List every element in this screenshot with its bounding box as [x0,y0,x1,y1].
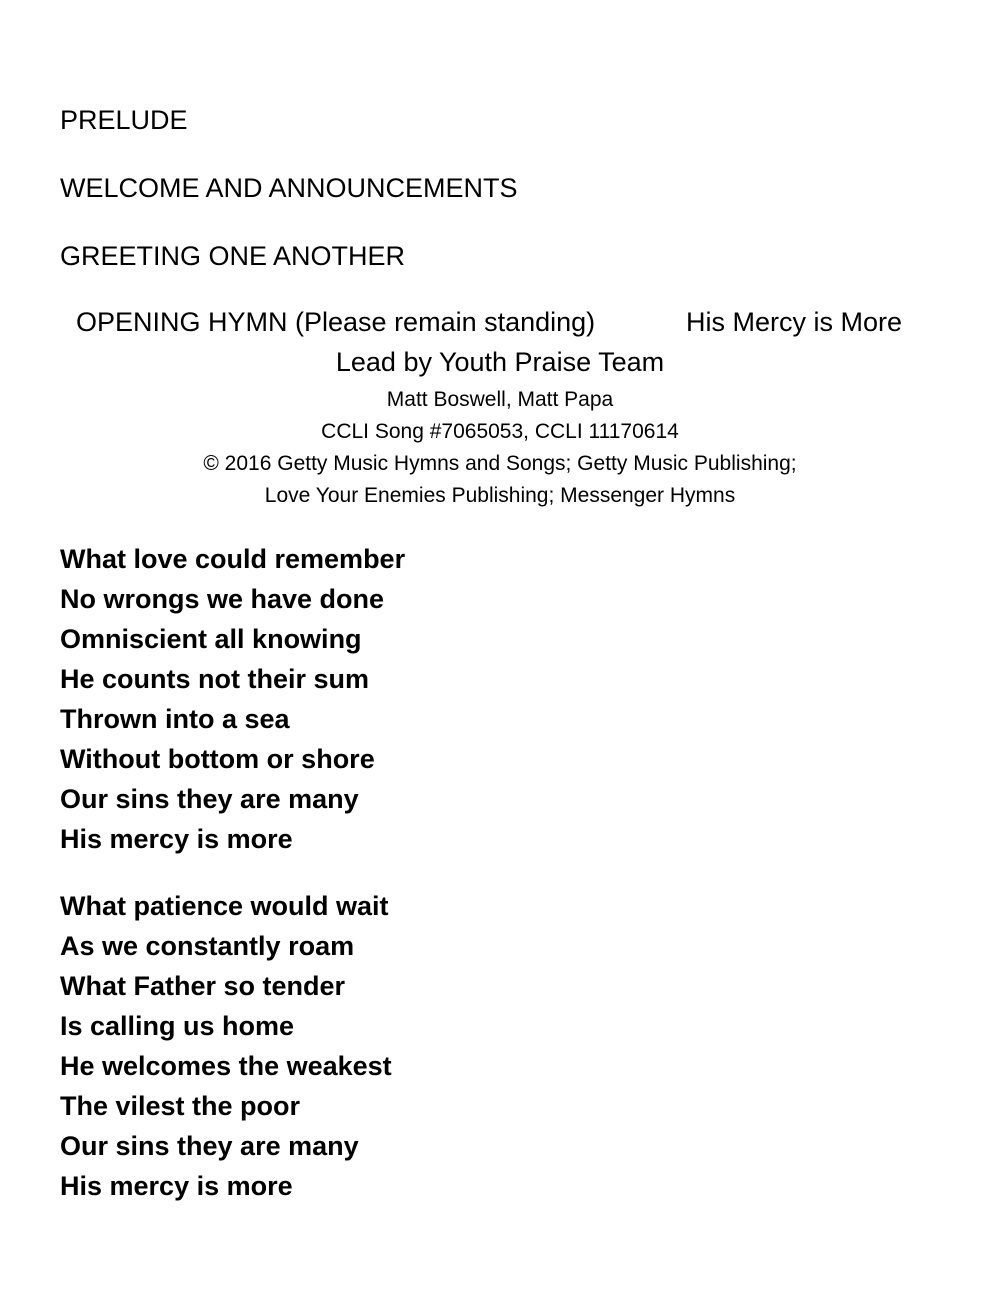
greeting-heading: GREETING ONE ANOTHER [60,241,406,271]
lyric-line: The vilest the poor [60,1091,301,1121]
prelude-heading: PRELUDE [60,105,188,135]
lyric-line: His mercy is more [60,1171,293,1201]
welcome-heading: WELCOME AND ANNOUNCEMENTS [60,173,518,203]
credit-line: © 2016 Getty Music Hymns and Songs; Getty Music Publishing; [203,452,797,475]
credit-line: Love Your Enemies Publishing; Messenger Hymns [264,484,736,507]
hymn-label: OPENING HYMN (Please remain standing) [76,307,596,337]
lyric-line: Our sins they are many [60,1131,359,1161]
lyric-line: Our sins they are many [60,784,359,814]
verse-2 [60,886,392,1206]
lyric-line: He welcomes the weakest [60,1051,392,1081]
lyric-line: What patience would wait [60,891,389,921]
lyric-line: Without bottom or shore [60,744,375,774]
lyric-line: Is calling us home [60,1011,295,1041]
verse-1 [60,539,405,859]
hymn-leader: Lead by Youth Praise Team [335,347,665,377]
credit-line: CCLI Song #7065053, CCLI 11170614 [321,420,679,443]
lyric-line: Thrown into a sea [60,704,290,734]
lyric-line: What Father so tender [60,971,346,1001]
lyric-line: He counts not their sum [60,664,370,694]
lyric-line: What love could remember [60,544,406,574]
hymn-title: His Mercy is More [686,307,903,337]
hymn-credits [0,384,1000,512]
lyric-line: As we constantly roam [60,931,355,961]
lyric-line: Omniscient all knowing [60,624,362,654]
credit-line: Matt Boswell, Matt Papa [386,388,614,411]
lyric-line: His mercy is more [60,824,293,854]
lyric-line: No wrongs we have done [60,584,385,614]
